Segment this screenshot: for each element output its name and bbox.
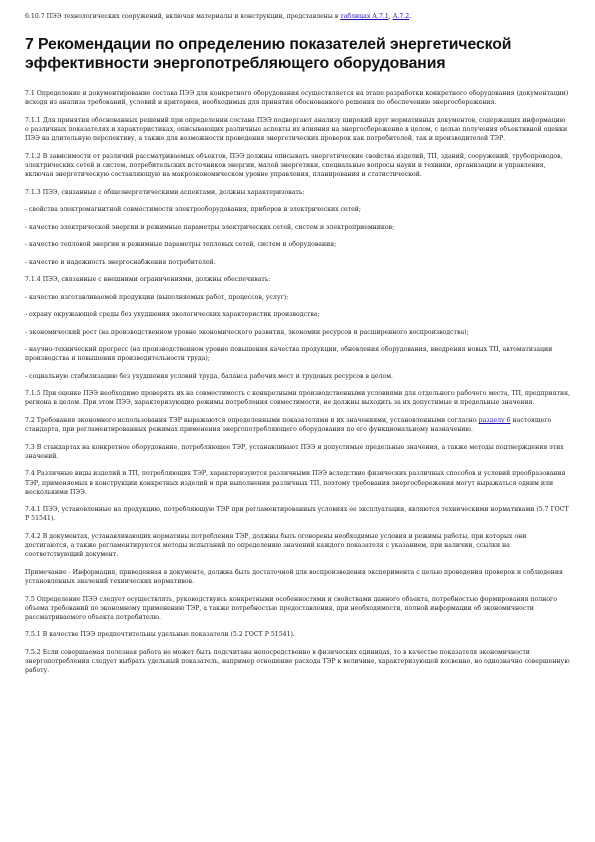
paragraph-7-1-1: 7.1.1 Для принятия обоснованных решений при определении состава ПЭЭ подвергают анализу широкий круг нормативных документов, содержащих информацию о различных показателях и характеристиках, описывающих различные аспекты их влияния на энергосбережение в целом, с целью получения объективной оценки ПЭЭ на длительную перспективу, а также для возможности проведения энергетических проверок как потребителей, так и производителей ТЭР.	[25, 116, 568, 143]
list-item: - экономический рост (на производственном уровне экономического развития, экономии ресурсов и расширенного воспроизводства);	[25, 328, 469, 336]
list-item: - качество электрической энергии и режимные параметры электрических сетей, систем и электроприемников;	[25, 223, 395, 231]
intro-text: 6.10.7 ПЭЭ технологических сооружений, включая материалы и конструкции, представлены в	[25, 13, 341, 20]
paragraph-7-5: 7.5 Определение ПЭЭ следует осуществлять, руководствуясь конкретными особенностями и свойствами данного объекта, потребностью формирования полного объема требований по экономному применению ТЭР, а также потребностью предоставления, при необходимости, полной информации об экономичности рассматриваемого объекта потребителю.	[25, 595, 557, 621]
paragraph-7-1-2: 7.1.2 В зависимости от различий рассматриваемых объектов, ПЭЭ должны описывать энергетические свойства изделий, ТП, зданий, сооружений, трубопроводов, электрических сетей и систем, потребительских источников энергии, малой энергетики, специальные вопросы науки и техники, организации и управления, включая энергетическую составляющую на макроэкономическом уровне управления, планирования и статистической.	[25, 152, 563, 179]
list-item: - социальную стабилизацию без ухудшения условий труда, баланса рабочих мест и трудовых ресурсов в целом.	[25, 372, 393, 380]
list-item: - качество изготавливаемой продукции (выполняемых работ, процессов, услуг);	[25, 293, 289, 301]
link-table-a72[interactable]: А.7.2	[392, 13, 410, 20]
paragraph-7-4: 7.4 Различные виды изделий и ТП, потребляющих ТЭР, характеризуются различными ПЭЭ вследствие физических различных способов и условий преобразования ТЭР, применяемых в конструкции конкретных изделий и при выполнении различных ТП, поэтому требования энергосбережения могут выражаться одним или несколькими ПЭЭ.	[25, 470, 566, 496]
paragraph-7-2-rest: настоящего стандарта, при регламентированных режимах применения энергопотребляющего оборудования по его функциональному назначению.	[25, 416, 552, 434]
paragraph-7-1-3: 7.1.3 ПЭЭ, связанные с общеэнергетическими аспектами, должны характеризовать:	[25, 188, 305, 196]
paragraph-7-1: 7.1 Определение и документирование состава ПЭЭ для конкретного оборудования осуществляется на этапе разработки конкретного оборудования (документации) исходя из анализа требований, условий и критериев, необходимых для принятия обоснованного решения по обеспечению энергосбережения.	[25, 90, 569, 107]
link-table-a71[interactable]: таблицах А.7.1	[340, 13, 389, 20]
paragraph-7-4-1: 7.4.1 ПЭЭ, установленные на продукцию, потребляющую ТЭР при регламентированных условиях ее эксплуатации, являются техническими нормативами (5.7 ГОСТ Р 51541).	[25, 506, 569, 523]
list-item: - свойства электромагнитной совместимости электрооборудования, приборов и электрических сетей;	[25, 206, 361, 214]
paragraph-7-4-2: 7.4.2 В документах, устанавливающих нормативы потребления ТЭР, должны быть оговорены необходимые условия и режимы работы, при которых они достигаются, а также регламентируются методы испытаний по определению значений каждого показателя с указанием, при наличии, ссылки на соответствующий документ.	[25, 532, 527, 559]
link-section-6[interactable]: разделу 6	[478, 416, 511, 424]
intro-line	[25, 12, 570, 21]
list-item: - качество и надежность энергоснабжения потребителей.	[25, 258, 216, 266]
paragraph-7-1-4: 7.1.4 ПЭЭ, связанные с внешними ограничениями, должны обеспечивать:	[25, 276, 271, 284]
intro-end: .	[409, 13, 412, 20]
paragraph-7-2-text: 7.2 Требования экономного использования ТЭР выражаются определенными показателями и их значениями, установленными согласно	[25, 416, 479, 424]
paragraph-7-1-5: 7.1.5 При оценке ПЭЭ необходимо проверять их на совместимость с конкретными производственными условиями для отдельного рабочего места, ТП, предприятия, региона в целом. При этом ПЭЭ, характеризующие режимы потребления совместимости, не должны выходить за их допустимые и предельные значения.	[25, 390, 570, 407]
section-heading: 7 Рекомендации по определению показателей энергетической эффективности энергопотребляющего оборудования	[25, 36, 512, 72]
link-separator: ,	[388, 13, 393, 20]
list-item: - научно-технический прогресс (на производственном уровне повышения качества продукции, обновления оборудования, внедрения новых ТП, автоматизации производства и повышения производительности труда);	[25, 346, 553, 363]
list-item: - охрану окружающей среды без ухудшения экологических характеристик производства;	[25, 311, 320, 319]
paragraph-7-3: 7.3 В стандартах на конкретное оборудование, потребляющее ТЭР, устанавливают ПЭЭ и допустимые предельные значения, а также методы подтверждения этих значений.	[25, 443, 564, 460]
note-paragraph: Примечание - Информация, приведенная в документе, должна быть достаточной для воспроизведения эксперимента с целью проведения проверок и соблюдения установленных значений технических нормативов.	[25, 568, 563, 586]
list-item: - качество тепловой энергии и режимные параметры тепловых сетей, систем и оборудования;	[25, 241, 337, 249]
paragraph-7-5-2: 7.5.2 Если совершаемая полезная работа не может быть подсчитана непосредственно в физических единицах, то в качестве показателя экономичности энергопотребления следует выбрать удельный показатель, например отношение расхода ТЭР к величине, характеризующей косвенно, но однозначно совершенную работу.	[25, 648, 570, 675]
paragraph-7-2	[25, 416, 570, 434]
paragraph-7-5-1: 7.5.1 В качестве ПЭЭ предпочтительны удельные показатели (5.2 ГОСТ Р 51541).	[25, 631, 295, 639]
document-page	[25, 12, 570, 684]
